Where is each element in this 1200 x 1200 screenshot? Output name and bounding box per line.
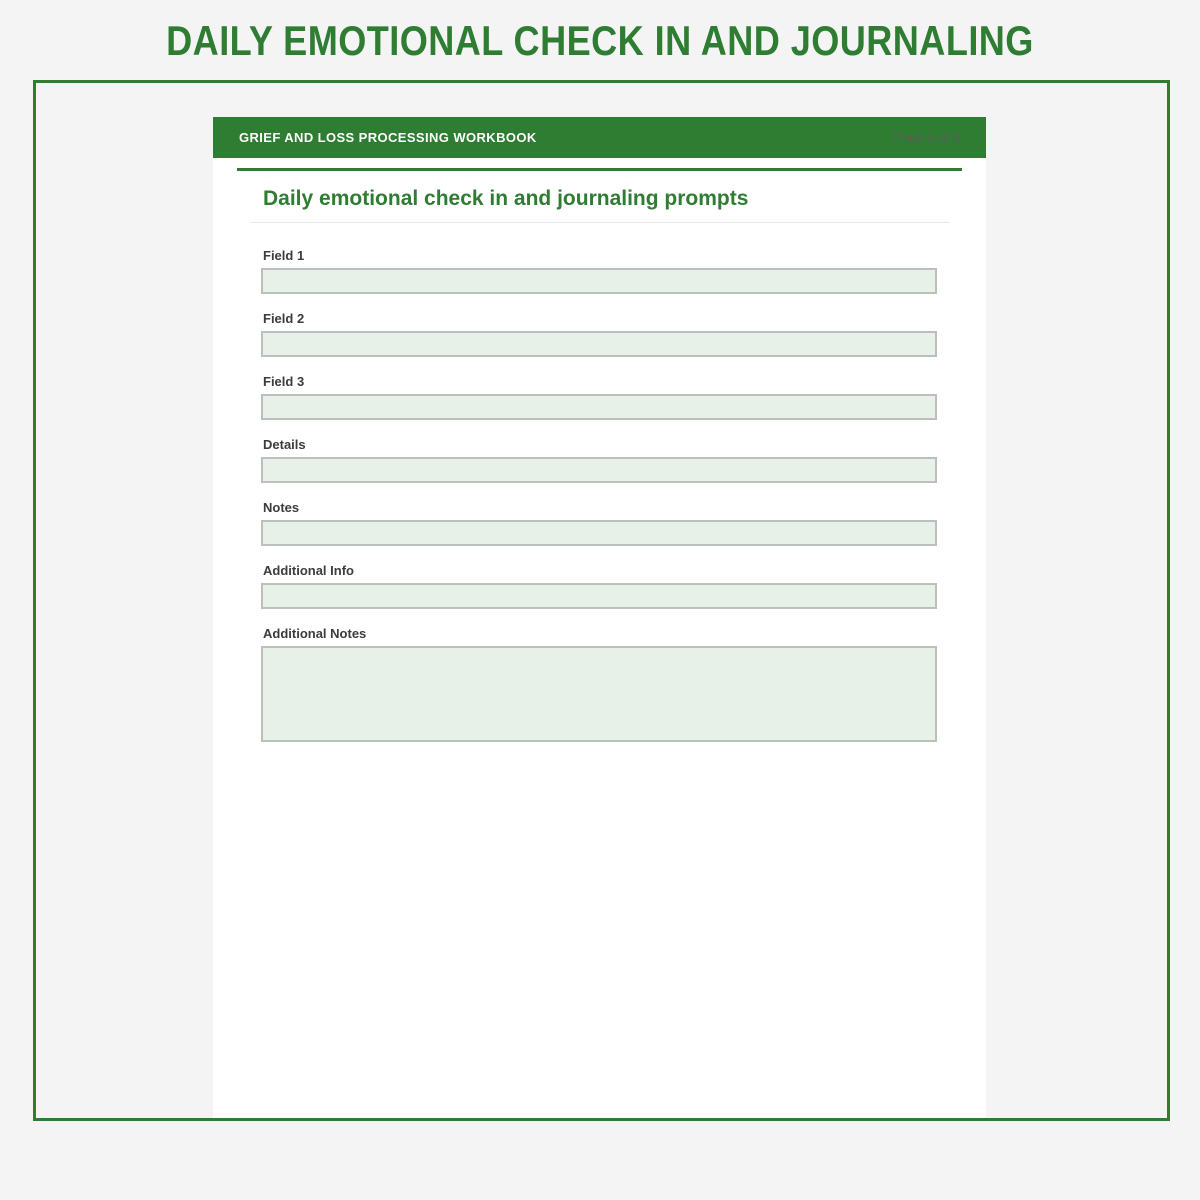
additional-notes-label: Additional Notes: [263, 626, 367, 641]
form-field-2: [261, 311, 937, 357]
form-field-additional-notes: [261, 626, 937, 742]
additional-info-label: Additional Info: [263, 563, 354, 578]
details-input[interactable]: [261, 457, 937, 483]
journal-form: [213, 223, 986, 742]
section-heading: Daily emotional check in and journaling prompts: [263, 187, 749, 210]
notes-label: Notes: [263, 500, 300, 515]
additional-info-input[interactable]: [261, 583, 937, 609]
field-3-input[interactable]: [261, 394, 937, 420]
details-label: Details: [263, 437, 306, 452]
field-1-input[interactable]: [261, 268, 937, 294]
workbook-page: [213, 117, 986, 1118]
field-2-label: Field 2: [263, 311, 305, 326]
workbook-header-bar: [213, 117, 986, 158]
form-field-additional-info: [261, 563, 937, 609]
form-field-notes: [261, 500, 937, 546]
form-field-1: [261, 248, 937, 294]
additional-notes-textarea[interactable]: [261, 646, 937, 742]
page-title: DAILY EMOTIONAL CHECK IN AND JOURNALING: [166, 17, 1034, 64]
workbook-header-title: GRIEF AND LOSS PROCESSING WORKBOOK: [239, 130, 537, 145]
page-indicator: Page 2 of 5: [893, 130, 960, 145]
field-3-label: Field 3: [263, 374, 305, 389]
section-heading-container: [250, 171, 949, 223]
field-2-input[interactable]: [261, 331, 937, 357]
content-frame: [33, 80, 1170, 1121]
form-field-details: [261, 437, 937, 483]
form-field-3: [261, 374, 937, 420]
field-1-label: Field 1: [263, 248, 305, 263]
notes-input[interactable]: [261, 520, 937, 546]
